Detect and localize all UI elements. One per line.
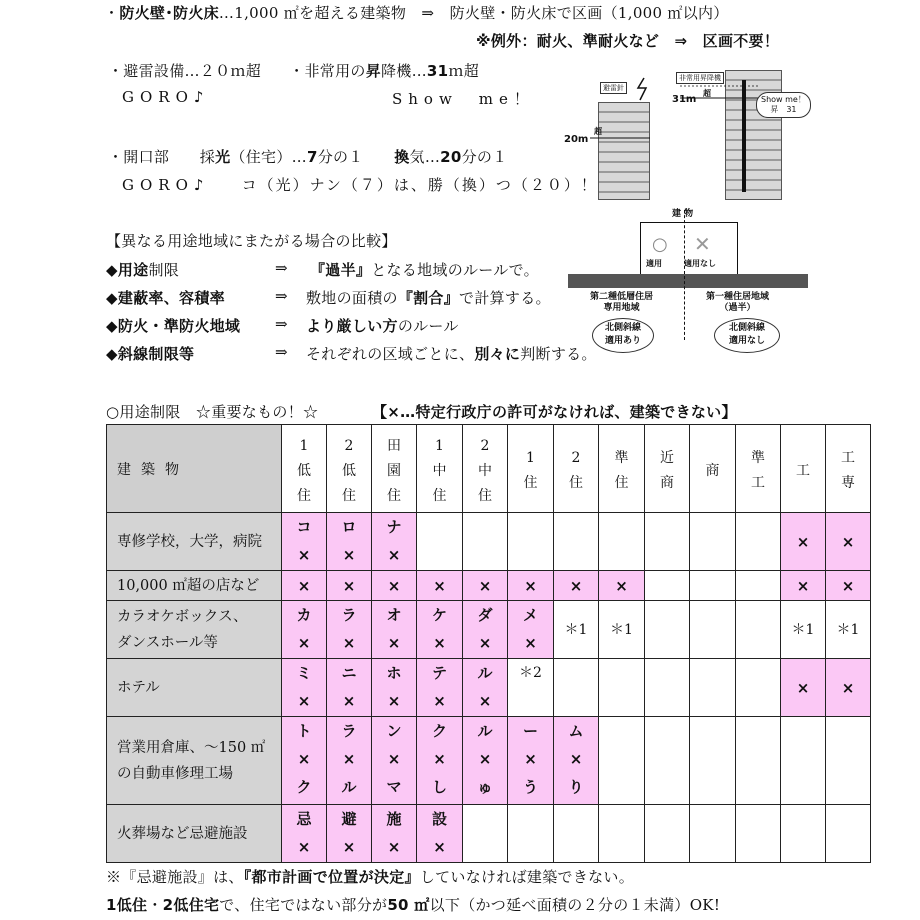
- table-cell: [781, 717, 826, 805]
- table-cell: [599, 717, 645, 805]
- table-cell: [690, 601, 736, 659]
- table-cell: ラ ×: [327, 601, 372, 659]
- zone-left-label: 第二種低層住居 専用地域: [590, 292, 654, 313]
- label-31m-over: 超: [703, 89, 711, 98]
- label-31m: 31m: [672, 94, 697, 105]
- table-cell: コ ×: [282, 513, 327, 571]
- col-1low: 1 低 住: [282, 425, 327, 513]
- table-cell: [645, 717, 690, 805]
- table-cell: ×: [826, 659, 871, 717]
- table-cell: [826, 717, 871, 805]
- table-cell: オ ×: [372, 601, 417, 659]
- note-avoidance: ※『忌避施設』は、『都市計画で位置が決定』していなければ建築できない。: [106, 868, 635, 886]
- table-cell: ラ × ル: [327, 717, 372, 805]
- tag-lightning-rod: 避雷針: [600, 82, 627, 94]
- table-cell: [463, 805, 508, 863]
- table-row: [107, 717, 871, 805]
- comparison-row-slope-arrow: ⇒: [275, 343, 288, 361]
- table-cell: [645, 659, 690, 717]
- table-cell: ー × う: [508, 717, 554, 805]
- table-cell: ×: [599, 571, 645, 601]
- table-cell: メ ×: [508, 601, 554, 659]
- table-row: [107, 513, 871, 571]
- table-cell: [690, 571, 736, 601]
- table-row: [107, 659, 871, 717]
- table-cell: [554, 513, 599, 571]
- table-cell: [736, 571, 781, 601]
- circle-icon: ○: [652, 234, 668, 255]
- col-industrial: 工: [781, 425, 826, 513]
- table-cell: ル × ゅ: [463, 717, 508, 805]
- line-firewall-exception: ※例外：耐火、準耐火など ⇒ 区画不要！: [476, 32, 780, 50]
- table-cell: ミ ×: [282, 659, 327, 717]
- table-cell: テ ×: [417, 659, 463, 717]
- table-cell: カ ×: [282, 601, 327, 659]
- table-cell: [599, 659, 645, 717]
- table-corner: 建築物: [107, 425, 282, 513]
- col-neighcom: 近 商: [645, 425, 690, 513]
- cross-icon: ✕: [694, 232, 711, 256]
- zone-illustration: [568, 200, 818, 360]
- comparison-row-use-arrow: ⇒: [275, 259, 288, 277]
- show-me-bubble: Show me！ 昇 31: [756, 92, 811, 118]
- table-cell: ロ ×: [327, 513, 372, 571]
- table-cell: ＊1: [554, 601, 599, 659]
- goro-openings: GORO♪ コ（光）ナン（７）は、勝（換）つ（２０）！: [122, 176, 598, 194]
- label-applied: 適用: [646, 259, 662, 268]
- table-cell: 避 ×: [327, 805, 372, 863]
- comparison-row-slope: ◆斜線制限等: [106, 345, 195, 363]
- note-low-residential: 1低住・2低住宅で、住宅ではない部分が50 ㎡以下（かつ延べ面積の２分の１未満）OK!: [106, 896, 721, 914]
- table-cell: ン × マ: [372, 717, 417, 805]
- table-cell: ト × ク: [282, 717, 327, 805]
- table-cell: [690, 513, 736, 571]
- comparison-row-coverage-text: 敷地の面積の『割合』で計算する。: [306, 289, 551, 307]
- table-cell: ×: [282, 571, 327, 601]
- table-row: [107, 601, 871, 659]
- table-cell: ＊1: [826, 601, 871, 659]
- table-cell: [736, 805, 781, 863]
- table-cell: ×: [781, 659, 826, 717]
- col-1res: 1 住: [508, 425, 554, 513]
- table-cell: ×: [417, 571, 463, 601]
- table-cell: ＊1: [599, 601, 645, 659]
- table-cell: [599, 513, 645, 571]
- table-cell: [690, 805, 736, 863]
- table-cell: [736, 513, 781, 571]
- table-row: [107, 571, 871, 601]
- comparison-heading: 【異なる用途地域にまたがる場合の比較】: [106, 232, 397, 250]
- table-cell: ×: [554, 571, 599, 601]
- line-firewall: ・防火壁･防火床…1,000 ㎡を超える建築物 ⇒ 防火壁・防火床で区画（1,000 ㎡以内）: [104, 4, 729, 22]
- table-cell: [554, 659, 599, 717]
- comparison-row-fire-arrow: ⇒: [275, 315, 288, 333]
- table-cell: [417, 513, 463, 571]
- table-cell: ×: [781, 513, 826, 571]
- table-cell: [736, 717, 781, 805]
- oval-left: 北側斜線 適用あり: [592, 318, 654, 353]
- zone-boundary-line: [684, 210, 685, 340]
- col-rural: 田 園 住: [372, 425, 417, 513]
- comparison-row-use: ◆用途制限: [106, 261, 180, 279]
- table-cell: ＊1: [781, 601, 826, 659]
- table-cell: ク × し: [417, 717, 463, 805]
- table-cell: [690, 717, 736, 805]
- table-cell: 設 ×: [417, 805, 463, 863]
- table-cell: [554, 805, 599, 863]
- row-label: 専修学校，大学，病院: [107, 513, 282, 571]
- use-restriction-table: [106, 424, 871, 863]
- comparison-row-fire: ◆防火・準防火地域: [106, 317, 241, 335]
- table-cell: [599, 805, 645, 863]
- table-cell: ×: [781, 571, 826, 601]
- table-cell: ×: [327, 571, 372, 601]
- table-cell: ×: [463, 571, 508, 601]
- table-cell: ×: [508, 571, 554, 601]
- tag-emergency-elevator: 非常用昇降機: [676, 72, 724, 84]
- label-20m: 20m: [564, 134, 589, 145]
- table-cell: 忌 ×: [282, 805, 327, 863]
- col-2res: 2 住: [554, 425, 599, 513]
- table-cell: ×: [826, 513, 871, 571]
- comparison-row-coverage-arrow: ⇒: [275, 287, 288, 305]
- zone-right-label: 第一種住居地域 （過半）: [706, 292, 770, 313]
- table-cell: [645, 571, 690, 601]
- table-cell: [645, 513, 690, 571]
- row-label: カラオケボックス、 ダンスホール等: [107, 601, 282, 659]
- row-label: 営業用倉庫、～150 ㎡ の自動車修理工場: [107, 717, 282, 805]
- table-cell: [736, 601, 781, 659]
- oval-right: 北側斜線 適用なし: [714, 318, 780, 353]
- row-label: 10,000 ㎡超の店など: [107, 571, 282, 601]
- table-cell: [645, 601, 690, 659]
- table-cell: ×: [372, 571, 417, 601]
- show-me: Show me！: [392, 90, 535, 108]
- comparison-row-use-text: 『過半』となる地域のルールで。: [310, 261, 539, 279]
- table-cell: [736, 659, 781, 717]
- row-label: 火葬場など忌避施設: [107, 805, 282, 863]
- table-cell: ダ ×: [463, 601, 508, 659]
- ground-band: [568, 274, 808, 288]
- table-cell: [781, 805, 826, 863]
- col-2low: 2 低 住: [327, 425, 372, 513]
- table-cell: ニ ×: [327, 659, 372, 717]
- lightning-elevator-illustration: [560, 58, 820, 198]
- label-20m-over: 超: [594, 127, 602, 136]
- table-cell: [508, 513, 554, 571]
- table-cell: 施 ×: [372, 805, 417, 863]
- col-semires: 準 住: [599, 425, 645, 513]
- table-title-right: 【×…特定行政庁の許可がなければ、建築できない】: [372, 403, 737, 421]
- table-header-row: [107, 425, 871, 513]
- table-cell: [690, 659, 736, 717]
- line-lightning: ・避雷設備…２０ｍ超 ・非常用の昇降機…31ｍ超: [108, 62, 479, 80]
- table-cell: ×: [826, 571, 871, 601]
- col-indexcl: 工 専: [826, 425, 871, 513]
- table-cell: ナ ×: [372, 513, 417, 571]
- comparison-row-fire-text: より厳しい方のルール: [306, 317, 459, 335]
- table-cell: [826, 805, 871, 863]
- goro-lightning: GORO♪: [122, 88, 210, 106]
- table-cell: [463, 513, 508, 571]
- col-1mid: 1 中 住: [417, 425, 463, 513]
- table-cell: ホ ×: [372, 659, 417, 717]
- col-semiind: 準 工: [736, 425, 781, 513]
- line-openings: ・開口部 採光（住宅）…7分の１ 換気…20分の１: [108, 148, 508, 166]
- col-commercial: 商: [690, 425, 736, 513]
- table-cell: [508, 805, 554, 863]
- table-row: [107, 805, 871, 863]
- comparison-row-coverage: ◆建蔽率、容積率: [106, 289, 225, 307]
- col-2mid: 2 中 住: [463, 425, 508, 513]
- comparison-row-slope-text: それぞれの区域ごとに、別々に判断する。: [306, 345, 597, 363]
- label-not-applied: 適用なし: [684, 259, 716, 268]
- table-cell: ル ×: [463, 659, 508, 717]
- table-cell: ム × り: [554, 717, 599, 805]
- table-title-left: ○用途制限 ☆重要なもの！☆: [106, 403, 319, 421]
- table-cell: ＊2: [508, 659, 554, 717]
- label-building: 建 物: [672, 209, 694, 219]
- table-cell: [645, 805, 690, 863]
- table-cell: ケ ×: [417, 601, 463, 659]
- row-label: ホテル: [107, 659, 282, 717]
